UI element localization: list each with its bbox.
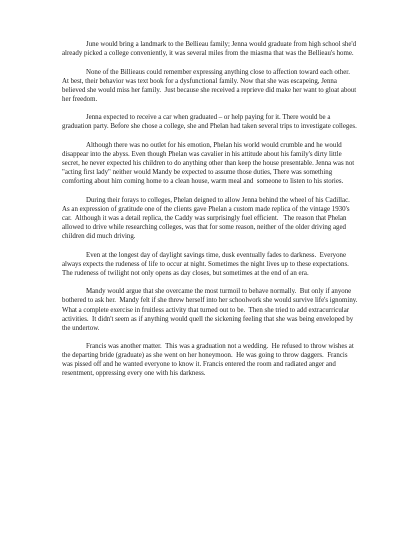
paragraph-6: Even at the longest day of daylight savings time, dusk eventually fades to darkness. Everyone always expects the rudeness of life to occur at night. Sometimes the night lives up to these expectations. The rudeness of twilight not only opens as day closes, but sometimes at the end of an era. (62, 251, 353, 277)
paragraph-5: During their forays to colleges, Phelan deigned to allow Jenna behind the wheel of his Cadillac. As an expression of gratitude one of the clients gave Phelan a custom made replica of the vintage 1930's car. Although it was a detail replica, the Caddy was surprisingly fuel efficient. The reason that Phelan allowed to drive while researching colleges, was that for some reason, neither of the older driving aged children did much driving. (62, 196, 353, 241)
paragraph-3: Jenna expected to receive a car when graduated – or help paying for it. There would be a graduation party. Before she chose a college, she and Phelan had taken several trips to investigate colleges. (62, 114, 357, 131)
paragraph-1: June would bring a landmark to the Bellieau family; Jenna would graduate from high school she'd already picked a college conveniently, it was several miles from the miasma that was the Bellieau's home. (62, 41, 358, 58)
paragraph-2: None of the Billieaus could remember expressing anything close to affection toward each other. At best, their behavior was text book for a dysfunctional family. Now that she was escapeing, Jenna believed she would miss her family. Just because she received a reprieve did make her want to gloat about her freedom. (62, 68, 358, 103)
paragraph-8: Francis was another matter. This was a graduation not a wedding. He refused to throw wishes at the departing bride (graduate) as she went on her honeymoon. He was going to throw daggers. Francis was pissed off and he wanted everyone to know it. Francis entered the room and radiated anger and resentment, oppressing every one with his darkness. (62, 343, 356, 378)
paragraph-4: Although there was no outlet for his emotion, Phelan his world would crumble and he would disappear into the abyss. Even though Phelan was cavalier in his attitude about his family's dirty little secret, he never expected his children to do anything other than keep the house presentable. Jenna was not "acting first lady" neither would Mandy be expected to assume those duties, There was something comforting about him coming home to a clean house, warm meal and someone to listen to his stories. (62, 141, 356, 186)
paragraph-7: Mandy would argue that she overcame the most turmoil to behave normally. But only if anyone bothered to ask her. Mandy felt if she threw herself into her schoolwork she would survive life's ignominy. What a complete exercise in fruitless activity that turned out to be. Then she tried to add extracurricular activities. It didn't seem as if anything would quell the sickening feeling that she was being enveloped by the undertow. (62, 288, 361, 332)
